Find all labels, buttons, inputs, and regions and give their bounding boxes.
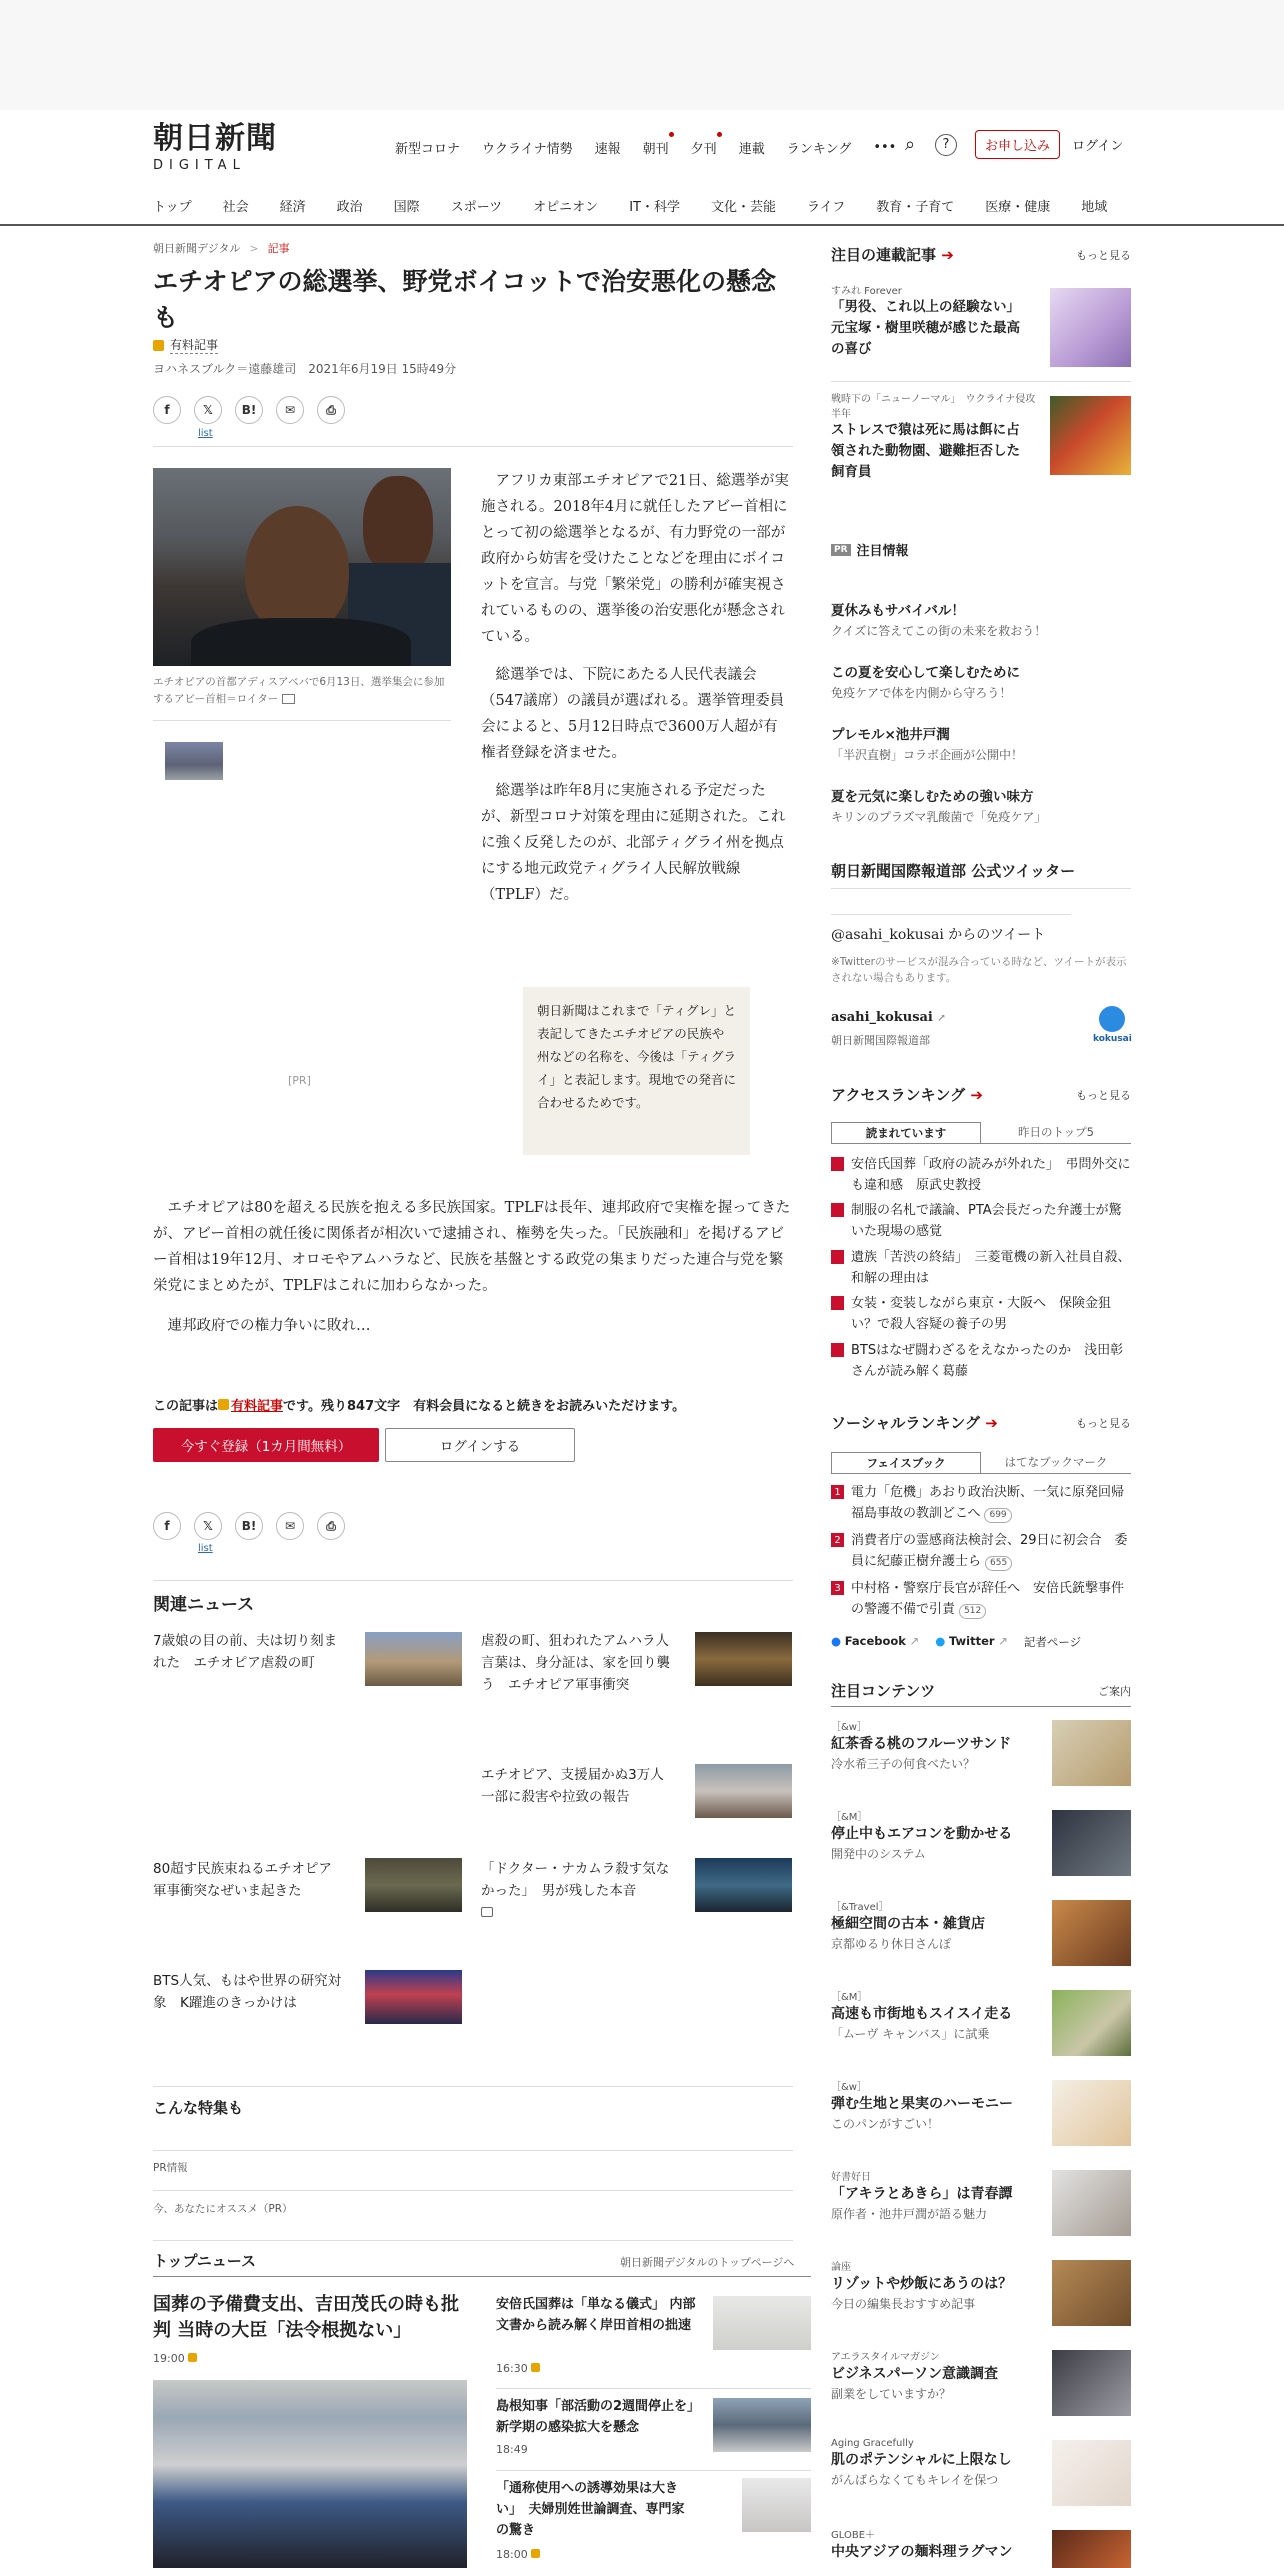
cat-culture[interactable]: 文化・芸能 bbox=[710, 200, 776, 215]
content-kicker: アエラスタイルマガジン bbox=[831, 2352, 940, 2363]
lock-icon bbox=[531, 2363, 540, 2372]
lock-icon bbox=[531, 2549, 540, 2558]
logo-main-text: 朝日新聞 bbox=[153, 121, 277, 156]
divider bbox=[496, 2470, 811, 2471]
pr-label: [PR] bbox=[288, 1074, 311, 1087]
content-title: 中央アジアの麺料理ラグマン bbox=[831, 2544, 1013, 2560]
external-link-icon: ↗ bbox=[909, 1634, 920, 1648]
content-sub: 副業をしていますか？ bbox=[831, 2387, 952, 2401]
ranking-item[interactable] bbox=[831, 1200, 1131, 1242]
divider bbox=[153, 2190, 793, 2191]
related-item[interactable]: エチオピア、支援届かぬ3万人 一部に殺害や拉致の報告 bbox=[481, 1767, 678, 1805]
top-nav-ranking[interactable]: ランキング bbox=[786, 142, 852, 157]
top-nav-series[interactable]: 連載 bbox=[738, 142, 765, 157]
rank-number: 3 bbox=[831, 1581, 844, 1595]
related-news-title: 関連ニュース bbox=[153, 1595, 255, 1615]
social-ranking-title[interactable] bbox=[831, 1412, 998, 1433]
article-body-bottom bbox=[153, 1195, 793, 1353]
cat-top[interactable]: トップ bbox=[153, 200, 192, 215]
mail-share-icon[interactable]: ✉ bbox=[276, 1512, 304, 1540]
top-news-item[interactable]: 「通称使用への誘導効果は大きい」 夫婦別姓世論調査、専門家の驚き bbox=[496, 2481, 685, 2538]
related-thumb[interactable] bbox=[365, 1970, 462, 2024]
content-sub: このパンがすごい！ bbox=[831, 2117, 940, 2131]
top-nav-morning[interactable] bbox=[643, 138, 669, 157]
mail-share-icon[interactable]: ✉ bbox=[276, 396, 304, 424]
new-dot bbox=[669, 132, 674, 137]
help-icon[interactable]: ? bbox=[935, 134, 957, 156]
content-kicker: 好書好日 bbox=[831, 2172, 871, 2183]
top-news-thumb[interactable] bbox=[713, 2398, 811, 2452]
related-item[interactable]: 7歳娘の目の前、夫は切り刻まれた エチオピア虐殺の町 bbox=[153, 1633, 338, 1671]
header-buttons bbox=[885, 130, 1123, 159]
content-kicker: 論座 bbox=[831, 2262, 851, 2273]
site-logo[interactable] bbox=[153, 122, 283, 173]
time-text: 19:00 bbox=[153, 2352, 185, 2365]
cat-economy[interactable]: 経済 bbox=[279, 200, 306, 215]
top-news-link[interactable]: 朝日新聞デジタルのトップページへ bbox=[620, 2256, 795, 2269]
cat-opinion[interactable]: オピニオン bbox=[533, 200, 599, 215]
twitter-link-text: Twitter bbox=[948, 1634, 995, 1648]
twitter-from: @asahi_kokusai からのツイート bbox=[831, 927, 1046, 943]
category-nav bbox=[153, 196, 1138, 215]
ranking-text: 女装・変装しながら東京・大阪へ 保険金狙い？で殺人容疑の養子の男 bbox=[851, 1296, 1112, 1332]
photo-thumbnail[interactable] bbox=[165, 742, 223, 780]
related-thumb[interactable] bbox=[695, 1764, 792, 1818]
serial-item[interactable] bbox=[831, 390, 1041, 483]
article-title: エチオピアの総選挙、野党ボイコットで治安悪化の懸念も bbox=[153, 267, 777, 332]
related-item[interactable] bbox=[481, 1858, 677, 1924]
rank-number bbox=[831, 1296, 844, 1310]
content-sub: 京都ゆるり休日さんぽ bbox=[831, 1937, 952, 1951]
social-item[interactable] bbox=[831, 1578, 1131, 1620]
divider bbox=[153, 2086, 793, 2087]
rank-number bbox=[831, 1250, 844, 1264]
breadcrumb bbox=[153, 240, 290, 256]
divider bbox=[831, 914, 1071, 915]
breadcrumb-current[interactable]: 記事 bbox=[267, 242, 290, 255]
paragraph-1: アフリカ東部エチオピアで21日、総選挙が実施される。2018年4月に就任したアビー首相にとって初の総選挙となるが、有力野党の一部が政府から妨害を受けたことなどを理由にボイコットを宣言。与党「繁栄党」の勝利が確実視されているものの、選挙後の治安悪化が懸念されている。 bbox=[481, 473, 789, 645]
cat-health[interactable]: 医療・健康 bbox=[985, 200, 1051, 215]
divider bbox=[831, 888, 1131, 889]
ranking-item[interactable] bbox=[831, 1340, 1131, 1382]
content-thumb[interactable] bbox=[1052, 1720, 1131, 1786]
ranking-text: 安倍氏国葬「政府の読みが外れた」 弔問外交にも違和感 原武史教授 bbox=[851, 1157, 1131, 1193]
tab-facebook[interactable]: フェイスブック bbox=[831, 1452, 981, 1473]
new-dot bbox=[717, 132, 722, 137]
twitter-account-name: asahi_kokusai bbox=[831, 1010, 933, 1025]
reporter-page-link[interactable]: 記者ページ bbox=[1023, 1635, 1082, 1649]
social-item[interactable] bbox=[831, 1482, 1138, 1524]
content-title: 高速も市街地もスイスイ走る bbox=[831, 2006, 1013, 2022]
content-thumb[interactable] bbox=[1052, 2080, 1131, 2146]
arrow-right-icon: ➔ bbox=[985, 1414, 998, 1432]
comment-icon bbox=[481, 1907, 493, 1917]
paywall-paid-link[interactable]: 有料記事 bbox=[231, 1399, 284, 1414]
top-news-item[interactable]: 安倍氏国葬は「単なる儀式」 内部文書から読み解く岸田首相の拙速 bbox=[496, 2297, 696, 2333]
content-kicker: ［&Travel］ bbox=[831, 1902, 889, 1913]
content-sub: 今日の編集長おすすめ記事 bbox=[831, 2297, 976, 2311]
social-ranking-header bbox=[831, 1412, 1131, 1433]
divider bbox=[153, 1580, 793, 1581]
top-news-thumb[interactable] bbox=[742, 2478, 811, 2532]
twitter-share-icon[interactable]: 𝕏 bbox=[194, 1512, 222, 1540]
twitter-icon: ● bbox=[935, 1634, 946, 1648]
serial-thumb[interactable] bbox=[1050, 288, 1131, 367]
twitter-link[interactable] bbox=[935, 1634, 1008, 1650]
access-ranking-title[interactable] bbox=[831, 1084, 983, 1105]
notice-sub: キリンのプラズマ乳酸菌で「免疫ケア」 bbox=[831, 810, 1047, 824]
rank-number: 2 bbox=[831, 1533, 844, 1547]
divider bbox=[153, 2240, 793, 2241]
article-login-button[interactable]: ログインする bbox=[385, 1428, 575, 1462]
pr-info-label: PR情報 bbox=[153, 2162, 188, 2174]
rank-number: 1 bbox=[831, 1485, 844, 1499]
content-title: 極細空間の古本・雑貨店 bbox=[831, 1916, 985, 1932]
serial-item[interactable] bbox=[831, 282, 1031, 360]
content-kicker: GLOBE＋ bbox=[831, 2530, 876, 2541]
share-count-badge: 699 bbox=[984, 1508, 1011, 1523]
arrow-right-icon: ➔ bbox=[970, 1086, 983, 1104]
rank-number bbox=[831, 1343, 844, 1357]
content-thumb[interactable] bbox=[1052, 1900, 1131, 1966]
facebook-link-text: Facebook bbox=[844, 1634, 906, 1648]
related-item[interactable]: BTS人気、もはや世界の研究対象 K躍進のきっかけは bbox=[153, 1973, 342, 2011]
contents-guide-link[interactable]: ご案内 bbox=[1098, 1684, 1131, 1698]
contents-header bbox=[831, 1680, 1131, 1701]
lock-icon bbox=[153, 340, 164, 351]
list-link[interactable]: list bbox=[198, 428, 213, 439]
ranking-text: 遺族「苦渋の終結」 三菱電機の新入社員自殺、和解の理由は bbox=[851, 1250, 1131, 1286]
editorial-note: 朝日新聞はこれまで「ティグレ」と表記してきたエチオピアの民族や州などの名称を、今後は「ティグライ」と表記します。現地での発音に合わせるためです。 bbox=[523, 987, 750, 1155]
kokusai-logo[interactable] bbox=[1093, 1006, 1131, 1048]
top-nav-evening-label: 夕刊 bbox=[690, 142, 717, 157]
twitter-share-icon[interactable]: 𝕏 bbox=[194, 396, 222, 424]
content-thumb[interactable] bbox=[1052, 2170, 1131, 2236]
top-nav-evening[interactable] bbox=[691, 138, 717, 157]
divider bbox=[153, 2150, 793, 2151]
content-sub: 原作者・池井戸潤が語る魅力 bbox=[831, 2207, 988, 2221]
top-news-main-headline[interactable]: 国葬の予備費支出、吉田茂氏の時も批判 当時の大臣「法令根拠ない」 bbox=[153, 2294, 459, 2341]
facebook-share-icon[interactable]: f bbox=[153, 396, 181, 424]
divider bbox=[153, 720, 451, 721]
top-nav-covid[interactable]: 新型コロナ bbox=[395, 142, 461, 157]
social-text: 消費者庁の霊感商法検討会、29日に初会合 委員に紀藤正樹弁護士ら bbox=[851, 1533, 1128, 1569]
access-more-link[interactable]: もっと見る bbox=[1076, 1088, 1131, 1102]
ranking-text: 制服の名札で議論、PTA会長だった弁護士が驚いた現場の感覚 bbox=[851, 1203, 1122, 1239]
serial-kicker: すみれ Forever bbox=[831, 286, 902, 297]
features-title: こんな特集も bbox=[153, 2099, 244, 2117]
content-thumb[interactable] bbox=[1052, 1990, 1131, 2056]
contents-title: 注目コンテンツ bbox=[831, 1682, 936, 1700]
divider bbox=[831, 381, 1131, 382]
notice-title-text: 夏を元気に楽しむための強い味方 bbox=[831, 789, 1034, 805]
cat-international[interactable]: 国際 bbox=[393, 200, 420, 215]
photo-face bbox=[245, 506, 349, 634]
social-tabs bbox=[831, 1452, 1131, 1474]
notice-item[interactable] bbox=[831, 786, 1131, 825]
subscribe-button[interactable]: お申し込み bbox=[975, 130, 1060, 159]
arrow-right-icon: ➔ bbox=[941, 246, 954, 264]
paywall-post: です。残り847文字 有料会員になると続きをお読みいただけます。 bbox=[283, 1399, 686, 1414]
serial-more-link[interactable]: もっと見る bbox=[1076, 248, 1131, 262]
content-title: 弾む生地と果実のハーモニー bbox=[831, 2096, 1013, 2112]
ranking-item[interactable] bbox=[831, 1293, 1131, 1335]
content-kicker: ［&w］ bbox=[831, 2082, 867, 2093]
related-thumb[interactable] bbox=[695, 1632, 792, 1686]
print-icon[interactable]: ⎙ bbox=[317, 1512, 345, 1540]
twitter-widget-title: 朝日新聞国際報道部 公式ツイッター bbox=[831, 862, 1076, 880]
external-link-icon: ↗ bbox=[998, 1634, 1008, 1648]
rank-number bbox=[831, 1157, 844, 1171]
notice-sub: 「半沢直樹」コラボ企画が公開中！ bbox=[831, 748, 1024, 762]
related-thumb[interactable] bbox=[365, 1632, 462, 1686]
tab-yesterday-top5[interactable]: 昨日のトップ5 bbox=[1018, 1125, 1094, 1139]
cat-it-science[interactable]: IT・科学 bbox=[629, 200, 680, 215]
tab-most-read[interactable]: 読まれています bbox=[831, 1122, 981, 1143]
site-header bbox=[0, 110, 1284, 226]
top-nav-ukraine[interactable]: ウクライナ情勢 bbox=[482, 142, 573, 157]
ranking-item[interactable] bbox=[831, 1247, 1131, 1289]
more-menu-icon[interactable]: ••• bbox=[873, 140, 897, 155]
paragraph-5: 連邦政府での権力争いに敗れ… bbox=[167, 1318, 371, 1334]
cat-life[interactable]: ライフ bbox=[806, 200, 846, 215]
access-ranking-header bbox=[831, 1084, 1131, 1105]
top-news-title: トップニュース bbox=[153, 2252, 257, 2270]
social-more-link[interactable]: もっと見る bbox=[1076, 1416, 1131, 1430]
ranking-item[interactable] bbox=[831, 1154, 1131, 1196]
related-item[interactable]: 80超す民族束ねるエチオピア 軍事衝突なぜいま起きた bbox=[153, 1861, 346, 1899]
notice-header bbox=[831, 540, 909, 559]
paragraph-2: 総選挙では、下院にあたる人民代表議会（547議席）の議員が選ばれる。選挙管理委員会によると、5月12日時点で3600万人超が有権者登録を済ませた。 bbox=[481, 667, 785, 761]
lock-icon bbox=[188, 2353, 197, 2362]
list-link[interactable]: list bbox=[198, 1543, 213, 1554]
search-icon[interactable]: ⌕ bbox=[904, 134, 916, 155]
hatena-bookmark-icon[interactable]: B! bbox=[235, 1512, 263, 1540]
paywall-message bbox=[153, 1395, 793, 1414]
photo-suit bbox=[191, 618, 411, 666]
divider bbox=[153, 446, 793, 447]
social-item[interactable] bbox=[831, 1530, 1131, 1572]
content-title: 「アキラとあきら」は青春譚 bbox=[831, 2186, 1013, 2202]
content-sub: 冷水希三子の何食べたい？ bbox=[831, 1757, 976, 1771]
byline: ヨハネスブルク＝遠藤雄司 2021年6月19日 15時49分 bbox=[153, 362, 457, 376]
content-title: 紅茶香る桃のフルーツサンド bbox=[831, 1736, 1012, 1752]
pr-badge: PR bbox=[831, 544, 851, 556]
photo-bg-person bbox=[363, 476, 433, 576]
access-ranking-title-text: アクセスランキング bbox=[831, 1086, 966, 1104]
serial-headline: 「男役、これ以上の経験ない」 元宝塚・樹里咲穂が感じた最高の喜び bbox=[831, 299, 1027, 357]
hatena-bookmark-icon[interactable]: B! bbox=[235, 396, 263, 424]
tab-hatena[interactable]: はてなブックマーク bbox=[1004, 1455, 1108, 1469]
cat-education[interactable]: 教育・子育て bbox=[876, 200, 955, 215]
notice-item[interactable] bbox=[831, 600, 1131, 639]
breadcrumb-separator: > bbox=[249, 242, 259, 255]
content-thumb[interactable] bbox=[1052, 2350, 1131, 2416]
content-title: 停止中もエアコンを動かせる bbox=[831, 1826, 1013, 1842]
serial-thumb[interactable] bbox=[1050, 396, 1131, 475]
paragraph-3: 総選挙は昨年8月に実施される予定だったが、新型コロナ対策を理由に延期された。これに強く反発したのが、北部ティグライ州を拠点にする地元政党ティグライ人民解放戦線（TPLF）だ。 bbox=[481, 783, 786, 903]
social-links bbox=[831, 1634, 1081, 1650]
article-photo[interactable] bbox=[153, 468, 451, 666]
related-thumb[interactable] bbox=[695, 1858, 792, 1912]
top-news-time: 18:49 bbox=[496, 2443, 528, 2456]
top-nav bbox=[395, 138, 918, 157]
rank-number bbox=[831, 1203, 844, 1217]
content-title: リゾットや炒飯にあうのは？ bbox=[831, 2276, 1013, 2292]
print-icon[interactable]: ⎙ bbox=[317, 396, 345, 424]
content-kicker: ［&M］ bbox=[831, 1812, 868, 1823]
serial-title[interactable] bbox=[831, 244, 954, 265]
notice-sub: 免疫ケアで体を内側から守ろう！ bbox=[831, 686, 1012, 700]
share-count-badge: 655 bbox=[985, 1556, 1012, 1571]
facebook-share-icon[interactable]: f bbox=[153, 1512, 181, 1540]
top-news-main-image[interactable] bbox=[153, 2380, 467, 2568]
content-thumb[interactable] bbox=[1052, 2260, 1131, 2326]
cat-society[interactable]: 社会 bbox=[222, 200, 249, 215]
content-thumb[interactable] bbox=[1052, 2440, 1131, 2506]
notice-title-text: この夏を安心して楽しむために bbox=[831, 665, 1020, 681]
twitter-account[interactable] bbox=[831, 1010, 946, 1025]
share-bar-bottom bbox=[153, 1512, 358, 1540]
notice-title-text: 夏休みもサバイバル！ bbox=[831, 603, 965, 619]
top-nav-breaking[interactable]: 速報 bbox=[594, 142, 621, 157]
content-kicker: ［&w］ bbox=[831, 1722, 867, 1733]
breadcrumb-home[interactable]: 朝日新聞デジタル bbox=[153, 242, 241, 255]
social-ranking-title-text: ソーシャルランキング bbox=[831, 1414, 980, 1432]
divider bbox=[153, 2276, 811, 2277]
photo-caption bbox=[153, 674, 451, 708]
serial-title-text: 注目の連載記事 bbox=[831, 246, 937, 264]
recommend-label: 今、あなたにオススメ（PR） bbox=[153, 2203, 293, 2215]
top-news-time bbox=[496, 2362, 546, 2375]
access-tabs bbox=[831, 1122, 1131, 1144]
twitter-note: ※Twitterのサービスが混み合っている時など、ツイートが表示されない場合もあります。 bbox=[831, 956, 1127, 984]
external-link-icon: ↗ bbox=[937, 1013, 946, 1024]
paid-label[interactable]: 有料記事 bbox=[170, 338, 219, 352]
facebook-link[interactable] bbox=[831, 1634, 919, 1650]
expand-photo-icon[interactable] bbox=[282, 694, 295, 704]
content-thumb[interactable] bbox=[1052, 2530, 1131, 2568]
photo-caption-text: エチオピアの首都アディスアベバで6月13日、選挙集会に参加するアビー首相＝ロイター bbox=[153, 676, 445, 705]
content-title: ビジネスパーソン意識調査 bbox=[831, 2366, 999, 2382]
divider bbox=[831, 1706, 1131, 1707]
top-news-main-time bbox=[153, 2352, 203, 2365]
related-item-text: 「ドクター・ナカムラ殺す気なかった」 男が残した本音 bbox=[481, 1861, 670, 1899]
top-news-thumb[interactable] bbox=[713, 2296, 811, 2350]
article-body-top bbox=[481, 468, 789, 920]
notice-title-text: プレモル×池井戸潤 bbox=[831, 727, 950, 743]
paywall-pre: この記事は bbox=[153, 1399, 219, 1414]
login-link[interactable]: ログイン bbox=[1072, 139, 1124, 154]
cat-politics[interactable]: 政治 bbox=[336, 200, 363, 215]
content-kicker: ［&M］ bbox=[831, 1992, 868, 2003]
notice-sub: クイズに答えてこの街の未来を救おう！ bbox=[831, 624, 1047, 638]
facebook-icon: ● bbox=[831, 1634, 842, 1648]
content-thumb[interactable] bbox=[1052, 1810, 1131, 1876]
content-sub: がんばらなくてもキレイを保つ bbox=[831, 2473, 999, 2487]
serial-header bbox=[831, 244, 1131, 265]
serial-kicker: 戦時下の「ニューノーマル」 ウクライナ侵攻半年 bbox=[831, 394, 1036, 420]
content-sub: 「ムーヴ キャンバス」に試乗 bbox=[831, 2027, 990, 2041]
social-text: 電力「危機」あおり政治決断、一気に原発回帰 福島事故の教訓どこへ bbox=[851, 1485, 1138, 1521]
content-kicker: Aging Gracefully bbox=[831, 2438, 914, 2449]
share-count-badge: 512 bbox=[959, 1604, 986, 1619]
notice-item[interactable] bbox=[831, 724, 1131, 763]
top-ad-area bbox=[0, 0, 1284, 110]
notice-title: 注目情報 bbox=[856, 544, 909, 559]
time-text: 18:00 bbox=[496, 2548, 528, 2561]
kokusai-logo-text: kokusai bbox=[1093, 1034, 1132, 1044]
social-text: 中村格・警察庁長官が辞任へ 安倍氏銃撃事件の警護不備で引責 bbox=[851, 1581, 1125, 1617]
content-sub: 開発中のシステム bbox=[831, 1847, 926, 1861]
register-button[interactable]: 今すぐ登録（1カ月間無料） bbox=[153, 1428, 379, 1462]
notice-item[interactable] bbox=[831, 662, 1131, 701]
twitter-desc: 朝日新聞国際報道部 bbox=[831, 1034, 930, 1047]
logo-sub-text: DIGITAL bbox=[153, 158, 246, 173]
related-thumb[interactable] bbox=[365, 1858, 462, 1912]
top-news-time bbox=[496, 2548, 546, 2561]
related-item[interactable]: 虐殺の町、狙われたアムハラ人 言葉は、身分証は、家を回り襲う エチオピア軍事衝突 bbox=[481, 1633, 683, 1693]
content-title: 肌のポテンシャルに上限なし bbox=[831, 2452, 1012, 2468]
paid-badge bbox=[153, 336, 218, 354]
ranking-text: BTSはなぜ闘わざるをえなかったのか 浅田彰さんが読み解く葛藤 bbox=[851, 1343, 1124, 1379]
lock-icon bbox=[218, 1399, 229, 1410]
share-bar-top bbox=[153, 396, 358, 424]
top-news-item[interactable]: 島根知事「部活動の2週間停止を」 新学期の感染拡大を懸念 bbox=[496, 2399, 707, 2435]
top-nav-morning-label: 朝刊 bbox=[642, 142, 669, 157]
time-text: 16:30 bbox=[496, 2362, 528, 2375]
paragraph-4: エチオピアは80を超える民族を抱える多民族国家。TPLFは長年、連邦政府で実権を握ってきたが、アビー首相の就任後に関係者が相次いで逮捕され、権勢を失った。「民族融和」を掲げるアビー首相は19年12月、オロモやアムハラなど、民族を基盤とする政党の集まりだった連合与党を繁栄党にまとめたが、TPLFはこれに加わらなかった。 bbox=[153, 1200, 791, 1294]
cat-region[interactable]: 地域 bbox=[1081, 200, 1108, 215]
divider bbox=[496, 2388, 811, 2389]
cat-sports[interactable]: スポーツ bbox=[450, 200, 503, 215]
serial-headline: ストレスで猿は死に馬は餌に占領された動物園、避難拒否した飼育員 bbox=[831, 422, 1020, 480]
